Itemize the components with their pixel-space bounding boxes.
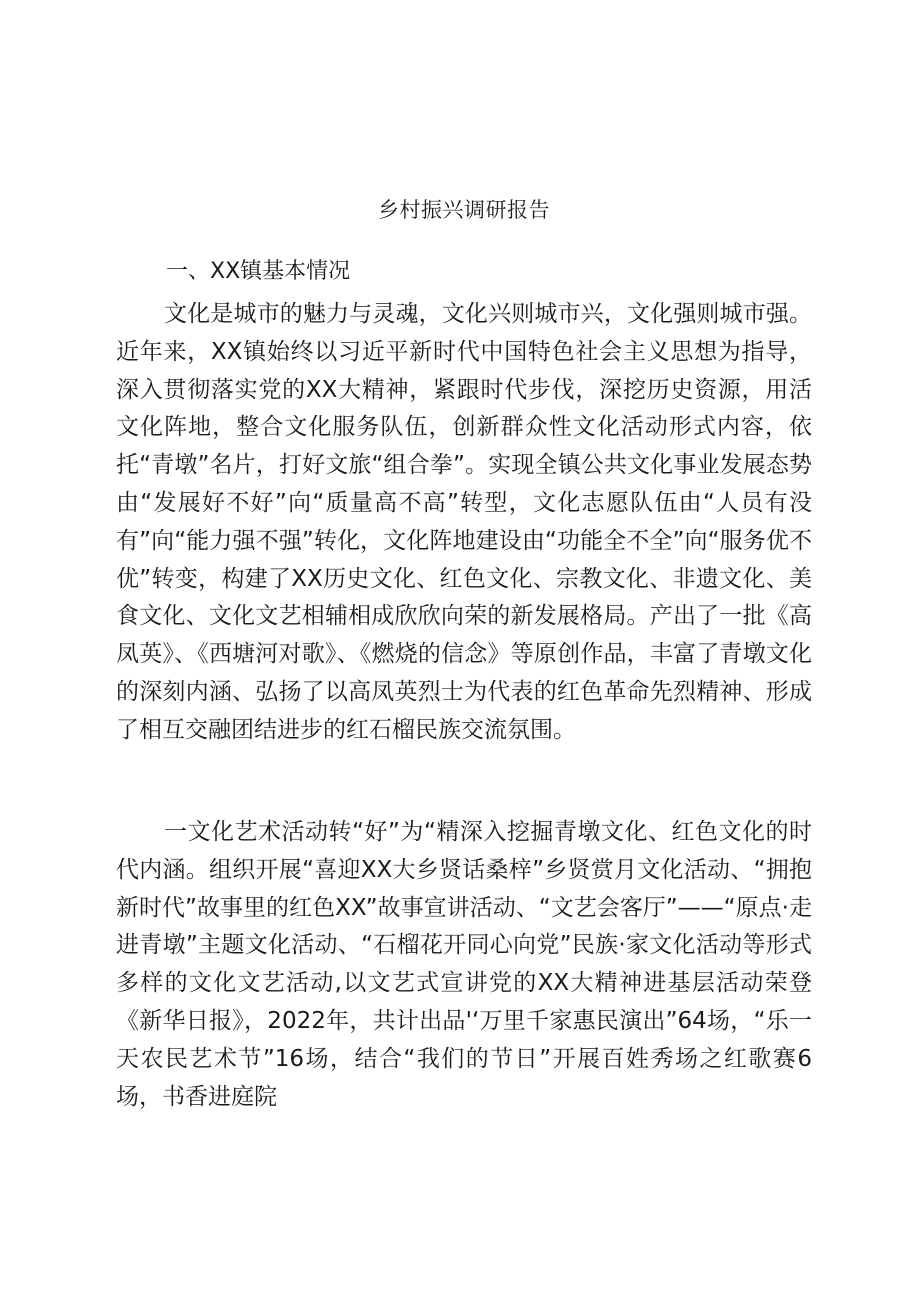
body-paragraph: 一文化艺术活动转“好”为“精深入挖掘青墩文化、红色文化的时代内涵。组织开展“喜迎XX大乡贤话桑梓”乡贤赏月文化活动、“拥抱新时代”故事里的红色XX”故事宣讲活动、“文艺会客厅”——“原点·走进青墩”主题文化活动、“石榴花开同心向党”民族·家文化活动等形式多样的文化文艺活动,以文艺式宣讲党的XX大精神进基层活动荣登《新华日报》，2022年，共计出品'‘万里千家惠民演出”64场，“乐一天农民艺术节”16场，结合“我们的节日”开展百姓秀场之红歌赛6场，书香进庭院	[116, 819, 812, 1110]
section-heading: 一、XX镇基本情况	[166, 259, 351, 284]
document-title: 乡村振兴调研报告	[378, 198, 550, 222]
body-paragraph: 文化是城市的魅力与灵魂，文化兴则城市兴，文化强则城市强。近年来，XX镇始终以习近平新时代中国特色社会主义思想为指导，深入贯彻落实党的XX大精神，紧跟时代步伐，深挖历史资源，用活文化阵地，整合文化服务队伍，创新群众性文化活动形式内容，依托“青墩”名片，打好文旅“组合拳”。实现全镇公共文化事业发展态势由“发展好不好”向“质量高不高”转型，文化志愿队伍由“人员有没有”向“能力强不强”转化，文化阵地建设由“功能全不全”向“服务优不优”转变，构建了XX历史文化、红色文化、宗教文化、非遗文化、美食文化、文化文艺相辅相成欣欣向荣的新发展格局。产出了一批《高凤英》、《西塘河对歌》、《燃烧的信念》等原创作品，丰富了青墩文化的深刻内涵、弘扬了以高凤英烈士为代表的红色革命先烈精神、形成了相互交融团结进步的红石榴民族交流氛围。	[116, 301, 812, 743]
